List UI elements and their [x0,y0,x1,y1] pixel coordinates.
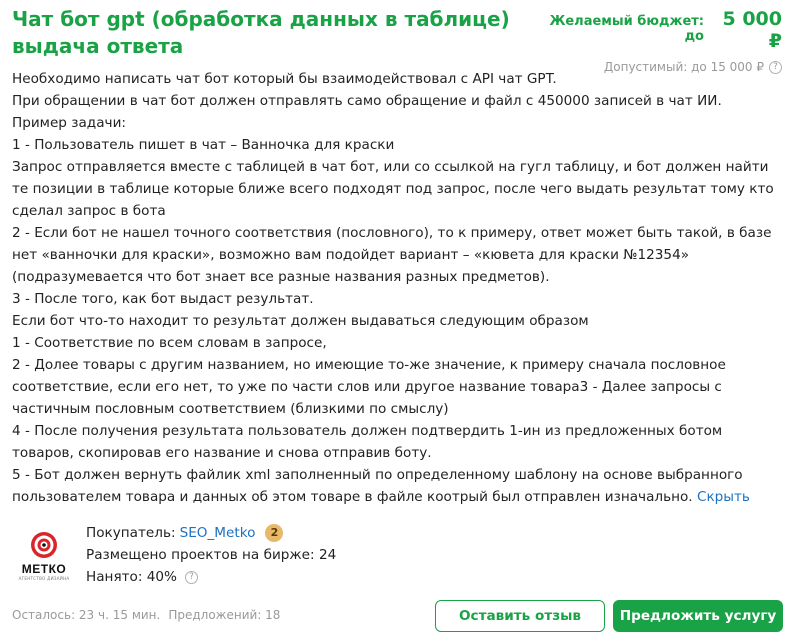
target-logo-icon [16,530,72,564]
offers-count: Предложений: 18 [168,608,281,622]
offer-service-button[interactable]: Предложить услугу [613,600,783,632]
collapse-link[interactable]: Скрыть [696,489,750,505]
description-line: 3 - После того, как бот выдаст результат. [12,291,314,307]
project-title: Чат бот gpt (обработка данных в таблице) выдача ответа [12,7,510,58]
description-line: 2 - Если бот не нашел точного соответствия (пословного), то к примеру, ответ может быть такой, в базе нет «ванночки для краски», возможно вам подойдет вариант – «кювета для краски №12354» (подразумевается что бот знает все разные названия разных предметов). [12,225,772,285]
description-line: 2 - Долее товары с другим названием, но имеющие то-же значение, к примеру сначала пословное соответствие, если его нет, то уже по части слов или другое название товара3 - Далее запросы с частичным пословным соответствием (близкими по смыслу) [12,357,726,417]
buyer-block [12,520,412,592]
description-line: 1 - Пользователь пишет в чат – Ванночка для краски [12,137,395,153]
description-line: Запрос отправляется вместе с таблицей в чат бот, или со ссылкой на гугл таблицу, и бот должен найти те позиции в таблице которые ближе всего подходят под запрос, после чего выдать результат тому кто сделал запрос в бота [12,159,774,219]
description-line: 5 - Бот должен вернуть файлик xml заполненный по определенному шаблону на основе выбранного пользователем товара и данных об этом товаре в файле коотрый был отправлен изначально. [12,467,743,505]
project-header [12,4,782,74]
description-line: Необходимо написать чат бот который бы взаимодействовал с API чат GPT. [12,71,557,87]
description-line: 1 - Соответствие по всем словам в запросе, [12,335,327,351]
buyer-logo[interactable] [16,530,72,582]
desired-budget-value: 5 000 ₽ [722,8,782,52]
buyer-projects-text: Размещено проектов на бирже: 24 [86,547,337,563]
buyer-name-row [86,522,336,544]
max-budget-text: Допустимый: до 15 000 ₽ [603,60,764,74]
buyer-name-link[interactable]: SEO_Metko [179,525,256,541]
help-icon[interactable]: ? [185,571,198,584]
desired-budget-label: Желаемый бюджет: до [549,14,704,44]
logo-subtext: АГЕНТСТВО ДИЗАЙНА [18,576,70,581]
description-line-last [12,464,782,508]
leave-review-button[interactable]: Оставить отзыв [435,600,605,632]
buyer-hired-text: Нанято: 40% [86,569,177,585]
logo-wordmark: МЕТКО [21,562,67,576]
buyer-hired [86,566,336,588]
buyer-info [86,522,336,588]
description-line: 4 - После получения результата пользователь должен подтвердить 1-ин из предложенных ботом товаров, скопировав его название и снова отправив боту. [12,423,723,461]
time-left: Осталось: 23 ч. 15 мин. [12,608,161,622]
project-meta [12,608,280,622]
level-badge: 2 [265,524,283,542]
help-icon[interactable]: ? [769,61,782,74]
description-line: Пример задачи: [12,115,126,131]
project-description [12,68,782,508]
description-line: Если бот что-то находит то результат должен выдаваться следующим образом [12,313,589,329]
desired-budget [542,8,782,52]
buyer-projects [86,544,336,566]
buyer-label: Покупатель: [86,525,176,541]
description-line: При обращении в чат бот должен отправлять само обращение и файл с 450000 записей в чат ИИ. [12,93,722,109]
budget-block [542,8,782,74]
